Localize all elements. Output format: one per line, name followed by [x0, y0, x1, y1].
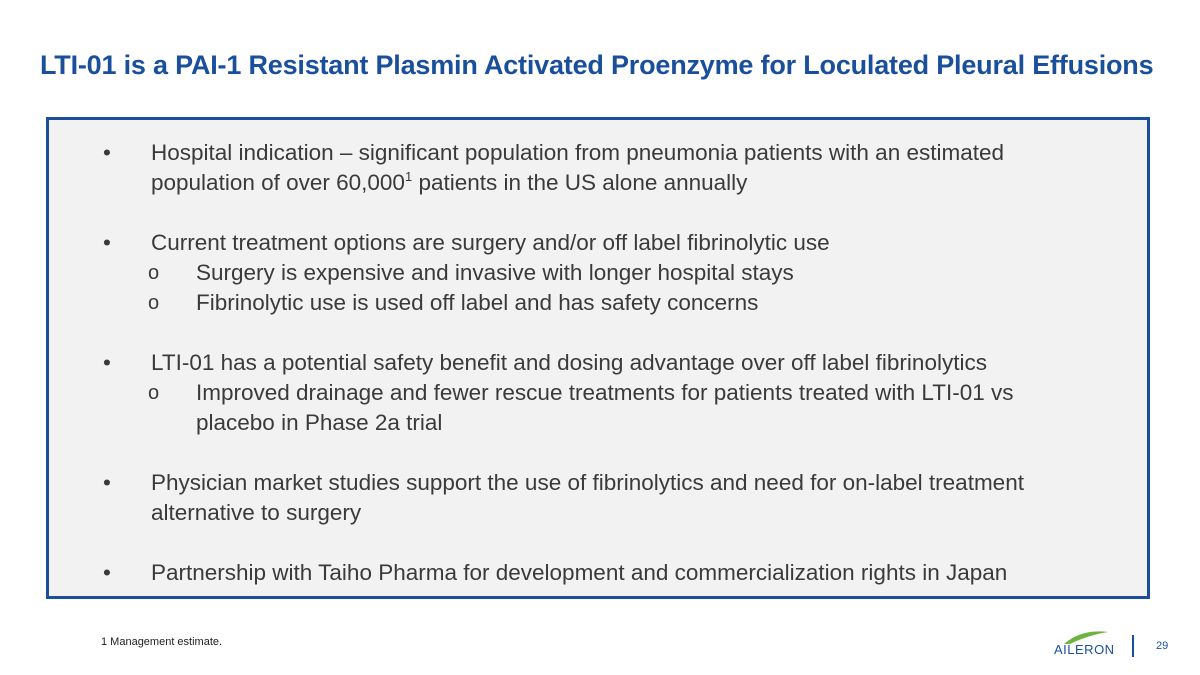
- bullet-text: Partnership with Taiho Pharma for development and commercialization rights in Japan: [151, 560, 1008, 585]
- bullet-text: Hospital indication – significant population from pneumonia patients with an estimated population of over 60,000: [151, 140, 1005, 195]
- bullet-text: Current treatment options are surgery and/or off label fibrinolytic use: [151, 230, 830, 255]
- page-number: 29: [1156, 640, 1169, 652]
- slide-title: LTI-01 is a PAI-1 Resistant Plasmin Activated Proenzyme for Loculated Pleural Effusions: [40, 50, 1154, 80]
- sub-bullet-text: Surgery is expensive and invasive with longer hospital stays: [196, 260, 794, 285]
- bullet-item: [49, 468, 1147, 528]
- bullet-marker: •: [103, 470, 111, 495]
- logo-text: AILERON: [1054, 642, 1115, 657]
- sub-bullet-text: Improved drainage and fewer rescue treatments for patients treated with LTI-01 vs placebo in Phase 2a trial: [196, 380, 1014, 435]
- sub-bullet-text: Fibrinolytic use is used off label and has safety concerns: [196, 290, 759, 315]
- bullet-text-continued: patients in the US alone annually: [412, 170, 748, 195]
- sub-bullet-item: [49, 258, 1147, 288]
- bullet-list: [49, 138, 1147, 588]
- footnote-reference: 1: [404, 169, 413, 184]
- bullet-marker: •: [103, 560, 111, 585]
- bullet-text: Physician market studies support the use of fibrinolytics and need for on-label treatment alternative to surgery: [151, 470, 1024, 525]
- sub-bullet-marker: o: [148, 262, 160, 284]
- bullet-item: [49, 228, 1147, 258]
- bullet-item: [49, 348, 1147, 378]
- bullet-item: [49, 138, 1147, 198]
- bullet-marker: •: [103, 140, 111, 165]
- logo-divider: [1132, 635, 1134, 657]
- sub-bullet-item: [49, 288, 1147, 318]
- sub-bullet-item: [49, 378, 1147, 438]
- content-box: [46, 117, 1150, 599]
- sub-bullet-marker: o: [148, 292, 160, 314]
- bullet-marker: •: [103, 230, 111, 255]
- aileron-logo-icon: [1050, 628, 1116, 662]
- sub-bullet-marker: o: [148, 382, 160, 404]
- bullet-marker: •: [103, 350, 111, 375]
- footnote: 1 Management estimate.: [101, 636, 223, 648]
- bullet-item: [49, 558, 1147, 588]
- bullet-text: LTI-01 has a potential safety benefit and dosing advantage over off label fibrinolytics: [151, 350, 987, 375]
